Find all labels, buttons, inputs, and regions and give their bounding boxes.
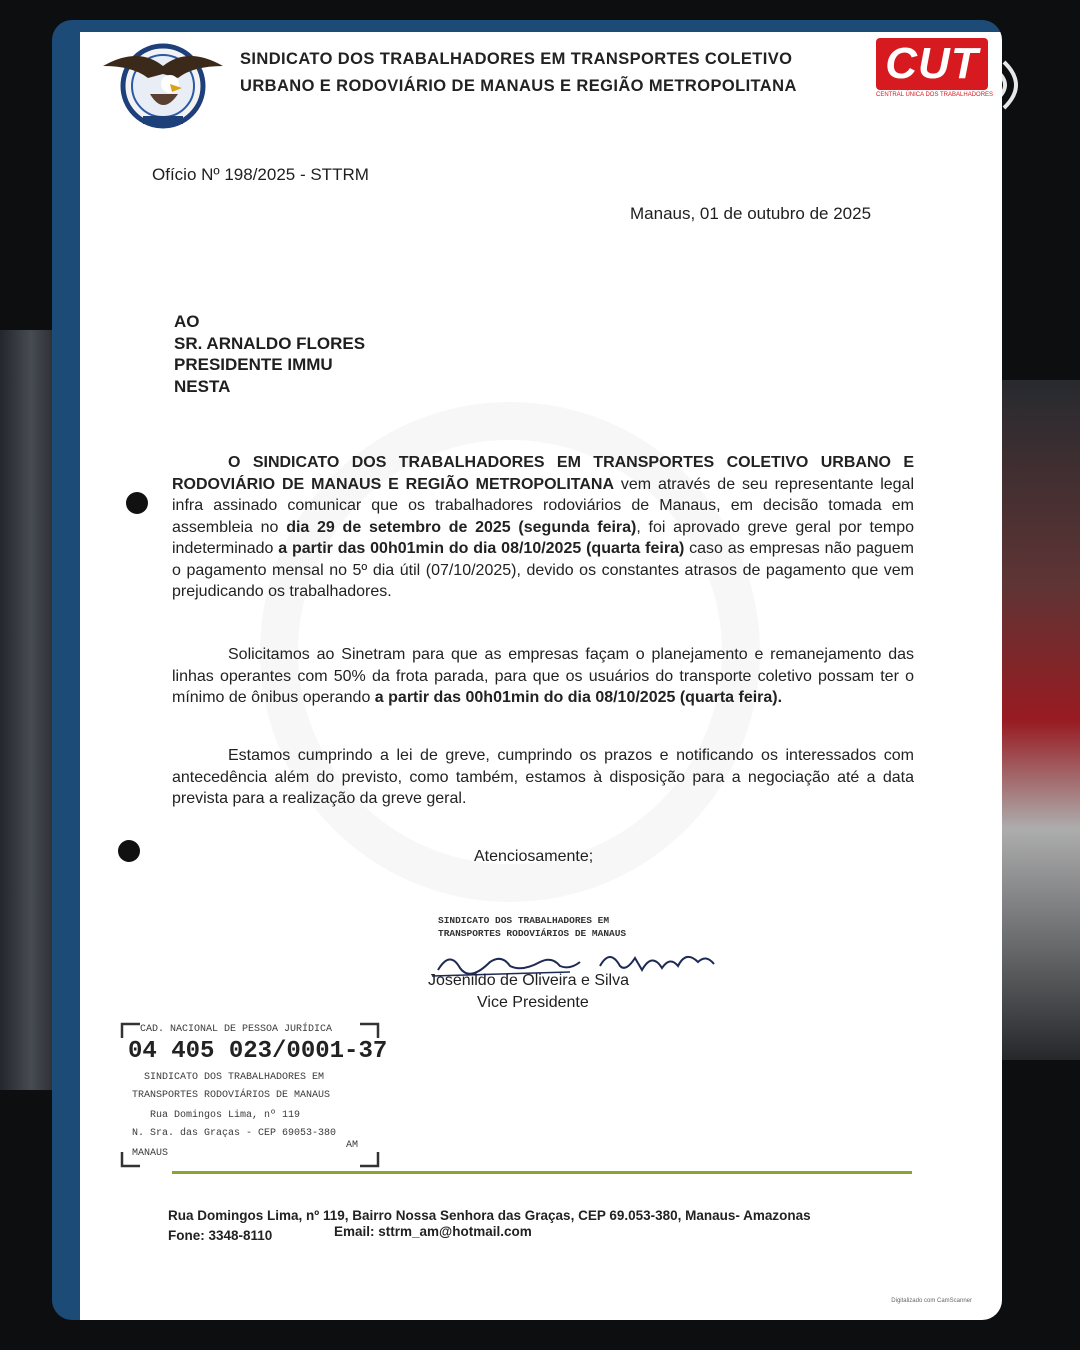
letter-date: Manaus, 01 de outubro de 2025: [630, 204, 872, 223]
signature-stamp-line-1: SINDICATO DOS TRABALHADORES EM: [438, 915, 610, 926]
footer-email: Email: sttrm_am@hotmail.com: [334, 1224, 532, 1239]
paragraph-2: [172, 644, 914, 709]
cnpj-line-5: MANAUS: [132, 1148, 169, 1159]
eagle-emblem-icon: [98, 36, 228, 132]
header-line-2: URBANO E RODOVIÁRIO DE MANAUS E REGIÃO METROPOLITANA: [240, 77, 797, 95]
p1-text-b: vem através de seu representante legal infra assinado comunicar que os trabalhadores rodoviários de Manaus, em decisão tomada em assembleia no: [172, 475, 915, 536]
signatory-role: Vice Presidente: [477, 994, 589, 1011]
signatory-name: Josenildo de Oliveira e Silva: [428, 972, 629, 989]
footer-phone: Fone: 3348-8110: [168, 1228, 273, 1243]
recipient-line-3: PRESIDENTE IMMU: [174, 355, 333, 374]
document-card: [52, 20, 1002, 1320]
punch-hole-mark: [118, 840, 140, 862]
cnpj-title: CAD. NACIONAL DE PESSOA JURÍDICA: [140, 1024, 333, 1035]
paragraph-1: [172, 452, 914, 603]
punch-hole-mark: [126, 492, 148, 514]
p2-strike-start: a partir das 00h01min do dia 08/10/2025 (quarta feira).: [374, 689, 783, 706]
recipient-line-4: NESTA: [174, 376, 231, 396]
closing: Atenciosamente;: [474, 848, 594, 865]
recipient-line-1: AO: [174, 312, 200, 331]
background-blur-left: [0, 330, 52, 1090]
cut-logo: [876, 38, 994, 102]
union-name: O SINDICATO DOS TRABALHADORES EM TRANSPORTES COLETIVO URBANO E RODOVIÁRIO DE MANAUS E REGIÃO METROPOLITANA: [172, 454, 914, 493]
cnpj-line-4: N. Sra. das Graças - CEP 69053-380: [132, 1128, 337, 1139]
p1-text-d: , foi aprovado greve geral por tempo indeterminado: [172, 518, 915, 557]
cnpj-stamp: [120, 1020, 388, 1170]
cnpj-line-3: Rua Domingos Lima, nº 119: [150, 1110, 301, 1121]
cnpj-line-2: TRANSPORTES RODOVIÁRIOS DE MANAUS: [132, 1090, 331, 1101]
assembly-date: dia 29 de setembro de 2025 (segunda feira): [286, 518, 637, 536]
scanner-note: Digitalizado com CamScanner: [891, 1298, 972, 1304]
letter-page: [80, 32, 1002, 1320]
signature-stamp-line-2: TRANSPORTES RODOVIÁRIOS DE MANAUS: [438, 928, 627, 939]
cnpj-line-1: SINDICATO DOS TRABALHADORES EM: [144, 1072, 325, 1083]
header-line-1: SINDICATO DOS TRABALHADORES EM TRANSPORTES COLETIVO: [240, 50, 793, 68]
strike-start: a partir das 00h01min do dia 08/10/2025 (quarta feira): [278, 540, 685, 557]
cnpj-number: 04 405 023/0001-37: [128, 1038, 388, 1065]
recipient-line-2: SR. ARNALDO FLORES: [174, 333, 366, 353]
p1-text-f: caso as empresas não paguem o pagamento mensal no 5º dia útil (07/10/2025), devido os constantes atrasos de pagamento que vem prejudicando os trabalhadores.: [172, 540, 915, 600]
cut-logo-subtitle: CENTRAL ÚNICA DOS TRABALHADORES: [876, 92, 994, 98]
paragraph-3: Estamos cumprindo a lei de greve, cumprindo os prazos e notificando os interessados com antecedência além do previsto, como também, estamos à disposição para a negociação até a data prevista para a realização da greve geral.: [172, 747, 914, 807]
recipient-block: [174, 311, 365, 397]
cnpj-line-6: AM: [346, 1140, 359, 1151]
cut-logo-text: CUT: [876, 38, 988, 90]
p2-text-a: Solicitamos ao Sinetram para que as empresas façam o planejamento e remanejamento das linhas operantes com 50% da frota parada, para que os usuários do transporte coletivo possam ter o mínimo de ônibus operando: [172, 646, 914, 706]
footer-divider: [172, 1171, 912, 1174]
footer-address: Rua Domingos Lima, nº 119, Bairro Nossa Senhora das Graças, CEP 69.053-380, Manaus- Amazonas: [168, 1208, 811, 1223]
background-blur-right: [1002, 380, 1080, 1060]
oficio-number: Ofício Nº 198/2025 - STTRM: [152, 165, 369, 184]
